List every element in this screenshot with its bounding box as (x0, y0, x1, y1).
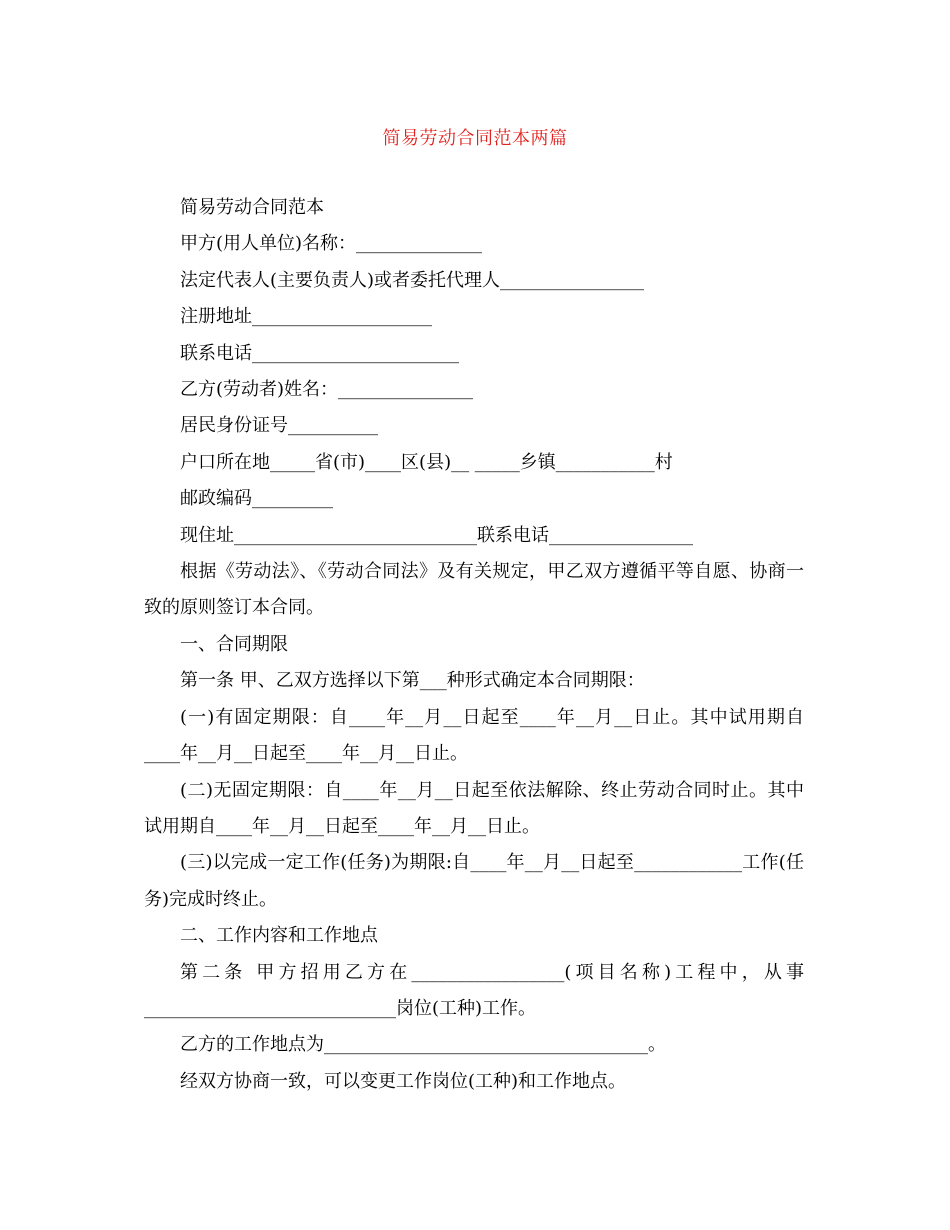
section-heading-contract-term: 一、合同期限 (180, 633, 288, 655)
paragraph-fixed-term: (一)有固定期限：自____年__月__日起至____年__月__日止。其中试用期自____年__月__日起至____年__月__日止。 (144, 706, 804, 765)
paragraph-id-number: 居民身份证号__________ (180, 415, 378, 437)
paragraph-employer-phone: 联系电话_______________________ (180, 342, 459, 364)
paragraph-preamble: 根据《劳动法》、《劳动合同法》及有关规定，甲乙双方遵循平等自愿、协商一致的原则签订本合同。 (144, 561, 804, 619)
paragraph-registered-address: 注册地址____________________ (180, 306, 432, 328)
paragraph-postal-code: 邮政编码_________ (180, 488, 333, 510)
paragraph-household-registration: 户口所在地_____省(市)____区(县)__ _____乡镇___________村 (180, 451, 673, 473)
document-title: 简易劳动合同范本两篇 (382, 128, 568, 149)
paragraph-change-position: 经双方协商一致，可以变更工作岗位(工种)和工作地点。 (180, 1070, 627, 1092)
paragraph-subtitle: 简易劳动合同范本 (180, 197, 324, 218)
paragraph-current-address: 现住址___________________________联系电话________________ (180, 524, 693, 546)
section-heading-work-content: 二、工作内容和工作地点 (180, 925, 378, 947)
document-body (144, 190, 804, 1100)
paragraph-article-2: 第二条 甲方招用乙方在_________________(项目名称)工程中，从事____________________________岗位(工种)工作。 (144, 961, 804, 1019)
paragraph-employer-name: 甲方(用人单位)名称：______________ (180, 233, 483, 255)
paragraph-work-location: 乙方的工作地点为____________________________________。 (180, 1034, 666, 1056)
paragraph-article-1: 第一条 甲、乙双方选择以下第___种形式确定本合同期限： (180, 670, 645, 692)
paragraph-legal-representative: 法定代表人(主要负责人)或者委托代理人________________ (180, 269, 645, 291)
paragraph-open-term: (二)无固定期限：自____年__月__日起至依法解除、终止劳动合同时止。其中试用期自____年__月__日起至____年__月__日止。 (144, 779, 804, 837)
paragraph-employee-name: 乙方(劳动者)姓名：_______________ (180, 379, 474, 401)
paragraph-task-term: (三)以完成一定工作(任务)为期限:自____年__月__日起至____________工作(任务)完成时终止。 (144, 852, 804, 910)
